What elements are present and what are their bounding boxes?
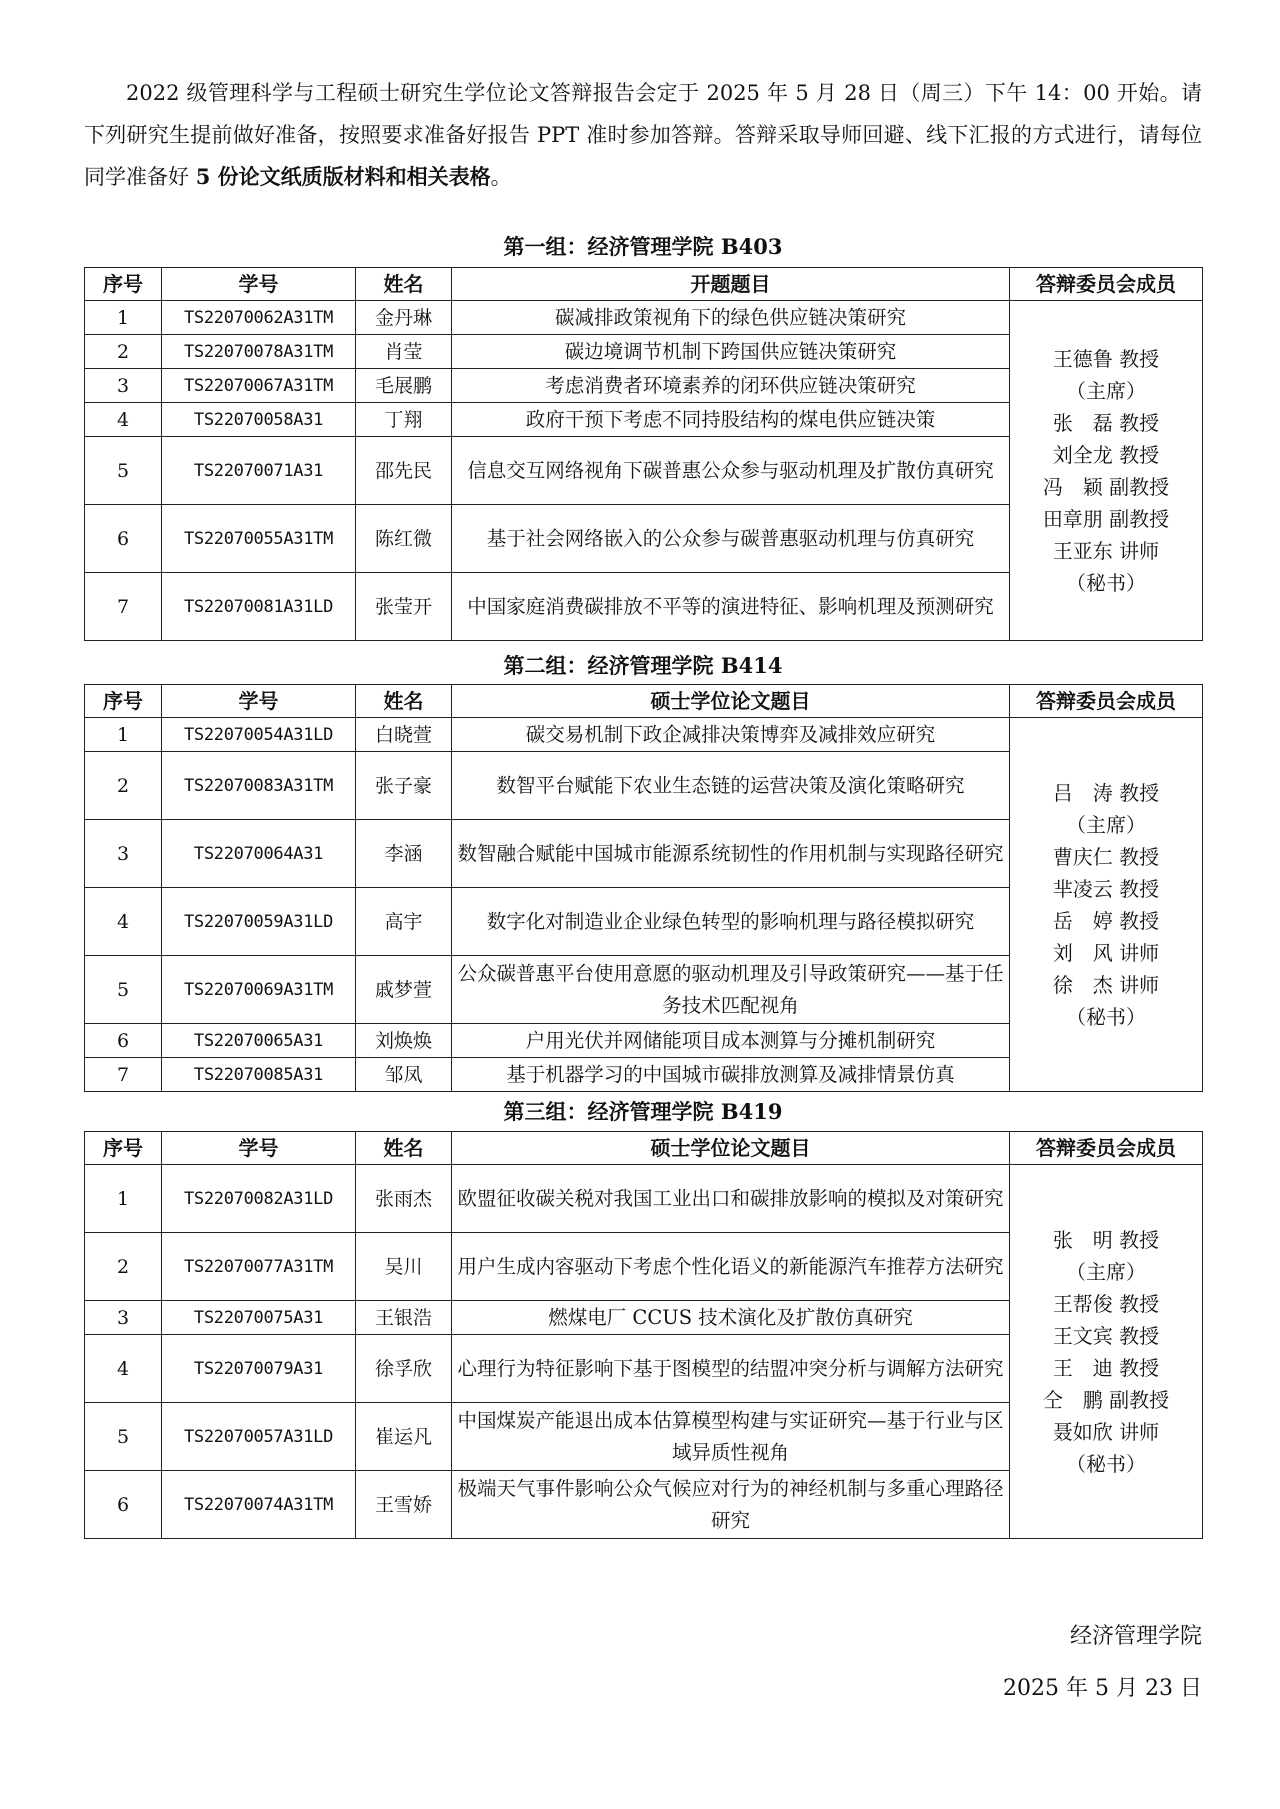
committee-member: 王帮俊 教授	[1052, 1291, 1160, 1316]
cell-name: 吴川	[356, 1233, 452, 1301]
committee-role: （秘书）	[1066, 570, 1146, 595]
committee-role: （主席）	[1066, 1259, 1146, 1284]
committee-member: 张 明 教授	[1052, 1227, 1160, 1252]
cell-no: 3	[85, 1301, 162, 1335]
cell-id: TS22070075A31	[162, 1301, 356, 1335]
table-row	[85, 1165, 1203, 1233]
cell-no: 1	[85, 718, 162, 752]
cell-title: 数智融合赋能中国城市能源系统韧性的作用机制与实现路径研究	[452, 820, 1010, 888]
cell-name: 毛展鹏	[356, 369, 452, 403]
notice-paragraph	[84, 72, 1202, 198]
cell-title: 数字化对制造业企业绿色转型的影响机理与路径模拟研究	[452, 888, 1010, 956]
table-row	[85, 718, 1203, 752]
cell-id: TS22070059A31LD	[162, 888, 356, 956]
cell-name: 高宇	[356, 888, 452, 956]
cell-title: 中国煤炭产能退出成本估算模型构建与实证研究—基于行业与区域异质性视角	[452, 1403, 1010, 1471]
committee-role: （主席）	[1066, 812, 1146, 837]
cell-name: 崔运凡	[356, 1403, 452, 1471]
notice-text-end: 。	[490, 165, 512, 189]
table-row	[85, 301, 1203, 335]
cell-name: 刘焕焕	[356, 1024, 452, 1058]
header-title: 硕士学位论文题目	[452, 1132, 1010, 1165]
cell-title: 碳减排政策视角下的绿色供应链决策研究	[452, 301, 1010, 335]
cell-no: 4	[85, 888, 162, 956]
cell-id: TS22070081A31LD	[162, 573, 356, 641]
committee-member: 田章朋 副教授	[1042, 506, 1170, 531]
cell-no: 6	[85, 1471, 162, 1539]
table-header-row	[85, 268, 1203, 301]
cell-name: 李涵	[356, 820, 452, 888]
committee-member: 冯 颖 副教授	[1042, 474, 1170, 499]
header-id: 学号	[162, 268, 356, 301]
header-no: 序号	[85, 1132, 162, 1165]
cell-no: 5	[85, 1403, 162, 1471]
cell-name: 邵先民	[356, 437, 452, 505]
cell-id: TS22070069A31TM	[162, 956, 356, 1024]
cell-no: 2	[85, 752, 162, 820]
cell-no: 5	[85, 956, 162, 1024]
cell-no: 3	[85, 820, 162, 888]
cell-id: TS22070085A31	[162, 1058, 356, 1092]
cell-title: 碳交易机制下政企减排决策博弈及减排效应研究	[452, 718, 1010, 752]
header-title: 开题题目	[452, 268, 1010, 301]
table-header-row	[85, 1132, 1203, 1165]
committee-member: 张 磊 教授	[1052, 410, 1160, 435]
cell-no: 6	[85, 1024, 162, 1058]
cell-name: 王雪娇	[356, 1471, 452, 1539]
committee-role: （主席）	[1066, 378, 1146, 403]
cell-title: 用户生成内容驱动下考虑个性化语义的新能源汽车推荐方法研究	[452, 1233, 1010, 1301]
issue-date: 2025 年 5 月 23 日	[1003, 1676, 1202, 1701]
cell-no: 2	[85, 1233, 162, 1301]
cell-id: TS22070079A31	[162, 1335, 356, 1403]
committee-member: 王文宾 教授	[1052, 1323, 1160, 1348]
notice-bold-text: 5 份论文纸质版材料和相关表格	[195, 164, 491, 189]
group-2-table	[84, 684, 1203, 1092]
committee-member: 王 迪 教授	[1052, 1355, 1160, 1380]
header-committee: 答辩委员会成员	[1010, 1132, 1203, 1165]
cell-title: 考虑消费者环境素养的闭环供应链决策研究	[452, 369, 1010, 403]
header-name: 姓名	[356, 268, 452, 301]
cell-id: TS22070077A31TM	[162, 1233, 356, 1301]
header-id: 学号	[162, 1132, 356, 1165]
cell-name: 金丹琳	[356, 301, 452, 335]
cell-name: 张子豪	[356, 752, 452, 820]
cell-no: 6	[85, 505, 162, 573]
cell-no: 2	[85, 335, 162, 369]
committee-member: 王亚东 讲师	[1052, 538, 1160, 563]
cell-title: 欧盟征收碳关税对我国工业出口和碳排放影响的模拟及对策研究	[452, 1165, 1010, 1233]
committee-member: 刘 风 讲师	[1052, 940, 1160, 965]
cell-title: 中国家庭消费碳排放不平等的演进特征、影响机理及预测研究	[452, 573, 1010, 641]
cell-no: 7	[85, 1058, 162, 1092]
issuing-organization: 经济管理学院	[1069, 1624, 1202, 1649]
committee-role: （秘书）	[1066, 1004, 1146, 1029]
cell-id: TS22070078A31TM	[162, 335, 356, 369]
cell-id: TS22070083A31TM	[162, 752, 356, 820]
cell-name: 陈红微	[356, 505, 452, 573]
cell-title: 极端天气事件影响公众气候应对行为的神经机制与多重心理路径研究	[452, 1471, 1010, 1539]
cell-id: TS22070074A31TM	[162, 1471, 356, 1539]
cell-id: TS22070058A31	[162, 403, 356, 437]
group-1-title: 第一组：经济管理学院 B403	[503, 234, 783, 259]
cell-id: TS22070057A31LD	[162, 1403, 356, 1471]
cell-name: 张雨杰	[356, 1165, 452, 1233]
cell-title: 政府干预下考虑不同持股结构的煤电供应链决策	[452, 403, 1010, 437]
cell-no: 3	[85, 369, 162, 403]
cell-title: 碳边境调节机制下跨国供应链决策研究	[452, 335, 1010, 369]
cell-name: 王银浩	[356, 1301, 452, 1335]
cell-name: 白晓萱	[356, 718, 452, 752]
cell-name: 丁翔	[356, 403, 452, 437]
cell-name: 肖莹	[356, 335, 452, 369]
header-title: 硕士学位论文题目	[452, 685, 1010, 718]
cell-title: 基于机器学习的中国城市碳排放测算及减排情景仿真	[452, 1058, 1010, 1092]
header-id: 学号	[162, 685, 356, 718]
committee-member: 王德鲁 教授	[1052, 346, 1160, 371]
cell-title: 燃煤电厂 CCUS 技术演化及扩散仿真研究	[452, 1301, 1010, 1335]
header-no: 序号	[85, 685, 162, 718]
cell-no: 7	[85, 573, 162, 641]
cell-no: 5	[85, 437, 162, 505]
cell-id: TS22070067A31TM	[162, 369, 356, 403]
cell-title: 户用光伏并网储能项目成本测算与分摊机制研究	[452, 1024, 1010, 1058]
notice-text: 2022 级管理科学与工程硕士研究生学位论文答辩报告会定于 2025 年 5 月 28 日（周三）下午 14：00 开始。请下列研究生提前做好准备，按照要求准备好报告 PPT 准时参加答辩。答辩采取导师回避、线下汇报的方式进行，请每位同学准备好	[84, 81, 1202, 189]
cell-no: 1	[85, 301, 162, 335]
group-3-table	[84, 1131, 1203, 1539]
cell-title: 基于社会网络嵌入的公众参与碳普惠驱动机理与仿真研究	[452, 505, 1010, 573]
cell-name: 徐孚欣	[356, 1335, 452, 1403]
cell-name: 邹凤	[356, 1058, 452, 1092]
cell-id: TS22070065A31	[162, 1024, 356, 1058]
cell-id: TS22070054A31LD	[162, 718, 356, 752]
cell-title: 数智平台赋能下农业生态链的运营决策及演化策略研究	[452, 752, 1010, 820]
committee-member: 芈凌云 教授	[1052, 876, 1160, 901]
header-committee: 答辩委员会成员	[1010, 268, 1203, 301]
committee-member: 岳 婷 教授	[1052, 908, 1160, 933]
group-2-title: 第二组：经济管理学院 B414	[503, 653, 783, 678]
group-1-table	[84, 267, 1203, 641]
cell-name: 张莹开	[356, 573, 452, 641]
committee-member: 曹庆仁 教授	[1052, 844, 1160, 869]
committee-cell	[1010, 301, 1203, 641]
cell-id: TS22070055A31TM	[162, 505, 356, 573]
cell-id: TS22070071A31	[162, 437, 356, 505]
cell-id: TS22070082A31LD	[162, 1165, 356, 1233]
committee-member: 刘全龙 教授	[1052, 442, 1160, 467]
table-header-row	[85, 685, 1203, 718]
committee-member: 吕 涛 教授	[1052, 780, 1160, 805]
committee-cell	[1010, 718, 1203, 1092]
cell-name: 戚梦萱	[356, 956, 452, 1024]
header-name: 姓名	[356, 1132, 452, 1165]
cell-title: 公众碳普惠平台使用意愿的驱动机理及引导政策研究——基于任务技术匹配视角	[452, 956, 1010, 1024]
cell-id: TS22070062A31TM	[162, 301, 356, 335]
header-name: 姓名	[356, 685, 452, 718]
committee-member: 仝 鹏 副教授	[1042, 1387, 1170, 1412]
committee-member: 徐 杰 讲师	[1052, 972, 1160, 997]
cell-no: 4	[85, 1335, 162, 1403]
cell-id: TS22070064A31	[162, 820, 356, 888]
cell-title: 心理行为特征影响下基于图模型的结盟冲突分析与调解方法研究	[452, 1335, 1010, 1403]
group-3-title: 第三组：经济管理学院 B419	[503, 1099, 783, 1124]
committee-role: （秘书）	[1066, 1451, 1146, 1476]
cell-no: 1	[85, 1165, 162, 1233]
committee-cell	[1010, 1165, 1203, 1539]
header-no: 序号	[85, 268, 162, 301]
committee-member: 聂如欣 讲师	[1052, 1419, 1160, 1444]
header-committee: 答辩委员会成员	[1010, 685, 1203, 718]
cell-no: 4	[85, 403, 162, 437]
cell-title: 信息交互网络视角下碳普惠公众参与驱动机理及扩散仿真研究	[452, 437, 1010, 505]
